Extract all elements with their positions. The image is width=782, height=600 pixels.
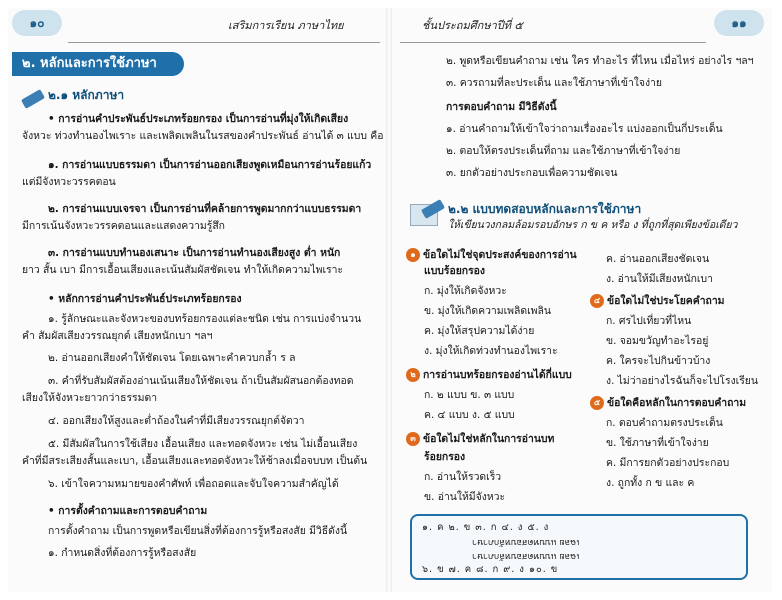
option[interactable]: ค. มุ่งให้สรุปความได้ง่าย	[424, 325, 535, 337]
question	[406, 248, 577, 262]
para-line: จังหวะ ท่วงทำนองไพเราะ และเพลิดเพลินในรสของคำประพันธ์ อ่านได้ ๓ แบบ คือ	[22, 130, 384, 142]
para-line: • การตั้งคำถามและการตอบคำถาม	[48, 505, 208, 517]
question-text: การอ่านบทร้อยกรองอ่านได้กี่แบบ	[423, 369, 572, 381]
para-line: ๒. พูดหรือเขียนคำถาม เช่น ใคร ทำอะไร ที่ไหน เมื่อไหร่ อย่างไร ฯลฯ	[446, 55, 754, 67]
question	[406, 368, 572, 382]
para-line: ๒. ตอบให้ตรงประเด็นที่ถาม และใช้ภาษาที่เข้าใจง่าย	[446, 145, 681, 157]
answer-row: ๖. ข ๗. ค ๘. ก ๙. ง ๑๐. ข	[422, 564, 559, 575]
para-line: ๒. อ่านออกเสียงคำให้ชัดเจน โดยเฉพาะคำควบกล้ำ ร ล	[48, 352, 296, 364]
para-line: ๓. คำที่รับสัมผัสต้องอ่านเน้นเสียงให้ชัดเจน ถ้าเป็นสัมผัสนอกต้องทอด	[48, 375, 354, 387]
right-page-number: ๑๑	[714, 10, 764, 36]
question-number: ๔	[590, 294, 604, 308]
option[interactable]: ง. ถูกทั้ง ก ข และ ค	[606, 477, 695, 489]
option[interactable]: ก. ๒ แบบ ข. ๓ แบบ	[424, 389, 515, 401]
section-band: ๒. หลักและการใช้ภาษา	[12, 52, 184, 76]
subsection-title: ๒.๑ หลักภาษา	[48, 88, 125, 102]
para-line: ๖. เข้าใจความหมายของคำศัพท์ เพื่อถอดและจับใจความสำคัญได้	[48, 478, 339, 490]
para-line: ๑. รู้ลักษณะและจังหวะของบทร้อยกรองแต่ละชนิด เช่น การแบ่งจำนวน	[48, 313, 362, 325]
question-text: ข้อใดคือหลักในการตอบคำถาม	[607, 397, 747, 409]
question-text: ข้อใดไม่ใช่จุดประสงค์ของการอ่าน	[423, 249, 577, 261]
option[interactable]: ค. มีการยกตัวอย่างประกอบ	[606, 457, 730, 469]
header-rule	[400, 42, 706, 43]
para-line: เสียงให้จังหวะยาวกว่าธรรมดา	[22, 392, 158, 404]
para-line: การตอบคำถาม มีวิธีดังนี้	[446, 101, 557, 113]
option[interactable]: ข. อ่านให้มีจังหวะ	[424, 491, 506, 503]
para-line: คำที่มีสระเสียงสั้นและเบา, เอื้อนเสียงและทอดจังหวะให้ช้าลงเมื่อจบบท เป็นต้น	[22, 455, 368, 467]
question	[406, 432, 554, 446]
question	[590, 294, 725, 308]
option[interactable]: ค. ๔ แบบ ง. ๕ แบบ	[424, 409, 515, 421]
right-running-title: ชั้นประถมศึกษาปีที่ ๕	[422, 19, 523, 32]
option[interactable]: ง. ไม่ว่าอย่างไรฉันก็จะไปโรงเรียน	[606, 375, 758, 387]
pencil-icon	[21, 89, 45, 109]
para-line: ยาว สั้น เบา มีการเอื้อนเสียงและเน้นสัมผัสชัดเจน ทำให้เกิดความไพเราะ	[22, 264, 343, 276]
instruction: ให้เขียนวงกลมล้อมรอบอักษร ก ข ค หรือ ง ที่ถูกที่สุดเพียงข้อเดียว	[448, 219, 738, 231]
para-line: • การอ่านคำประพันธ์ประเภทร้อยกรอง เป็นการอ่านที่มุ่งให้เกิดเสียง	[48, 113, 349, 125]
para-line: ๕. มีสัมผัสในการใช้เสียง เอื้อนเสียง และทอดจังหวะ เช่น ไม่เอื้อนเสียง	[48, 438, 358, 450]
left-page-number: ๑๐	[12, 10, 62, 36]
para-line: ๓. ควรถามที่ละประเด็น และใช้ภาษาที่เข้าใจง่าย	[446, 77, 662, 89]
option[interactable]: ข. ใช้ภาษาที่เข้าใจง่าย	[606, 437, 709, 449]
para-line: การตั้งคำถาม เป็นการพูดหรือเขียนสิ่งที่ต้องการรู้หรือสงสัย มีวิธีดังนี้	[48, 525, 348, 537]
answer-label: เฉลย แบบทดสอบหลักภาษา	[472, 551, 580, 561]
option[interactable]: ข. มุ่งให้เกิดความเพลิดเพลิน	[424, 305, 552, 317]
para-line: คำ สัมผัสเสียงวรรณยุกต์ เสียงหนักเบา ฯลฯ	[22, 330, 213, 342]
para-line: ๒. การอ่านแบบเจรจา เป็นการอ่านที่คล้ายการพูดมากกว่าแบบธรรมดา	[48, 203, 362, 215]
question-text: ข้อใดไม่ใช่หลักในการอ่านบท	[423, 433, 555, 445]
question-number: ๒	[406, 368, 420, 382]
question-number: ๓	[406, 432, 420, 446]
right-page	[392, 8, 772, 592]
option[interactable]: ค. อ่านออกเสียงชัดเจน	[606, 253, 710, 265]
header-rule	[68, 42, 380, 43]
left-page	[8, 8, 386, 592]
para-line: ๑. อ่านคำถามให้เข้าใจว่าถามเรื่องอะไร แบ่งออกเป็นกี่ประเด็น	[446, 123, 723, 135]
option[interactable]: ค. ใครจะไปกินข้าวบ้าง	[606, 355, 711, 367]
para-line: ๓. การอ่านแบบทำนองเสนาะ เป็นการอ่านทำนองเสียงสูง ต่ำ หนัก	[48, 247, 341, 259]
subsection-title: ๒.๒ แบบทดสอบหลักและการใช้ภาษา	[448, 202, 642, 216]
option[interactable]: ก. มุ่งให้เกิดจังหวะ	[424, 285, 507, 297]
para-line: • หลักการอ่านคำประพันธ์ประเภทร้อยกรอง	[48, 293, 242, 305]
question	[590, 396, 746, 410]
question-number: ๕	[590, 396, 604, 410]
left-running-title: เสริมการเรียน ภาษาไทย	[228, 19, 344, 32]
para-line: ๓. ยกตัวอย่างประกอบเพื่อความชัดเจน	[446, 167, 618, 179]
question-number: ๑	[406, 248, 420, 262]
option[interactable]: ก. อ่านให้รวดเร็ว	[424, 471, 502, 483]
option[interactable]: ข. จอมขวัญทำอะไรอยู่	[606, 335, 709, 347]
option[interactable]: ง. มุ่งให้เกิดท่วงทำนองไพเราะ	[424, 345, 558, 357]
option[interactable]: ก. ศรไปเที่ยวที่ไหน	[606, 315, 692, 327]
answer-key-box	[410, 514, 748, 580]
para-line: มีการเน้นจังหวะวรรคตอนและแสดงความรู้สึก	[22, 220, 225, 232]
option[interactable]: ก. ตอบคำถามตรงประเด็น	[606, 417, 723, 429]
question-text: ข้อใดไม่ใช่ประโยคคำถาม	[607, 295, 725, 307]
answer-row: ๑. ค ๒. ข ๓. ก ๔. ง ๕. ง	[422, 522, 550, 533]
answer-label: เฉลย แบบทดสอบหลักภาษา	[472, 537, 580, 547]
question-cont: แบบร้อยกรอง	[424, 265, 485, 277]
para-line: ๑. กำหนดสิ่งที่ต้องการรู้หรือสงสัย	[48, 547, 197, 559]
para-line: ๑. การอ่านแบบธรรมดา เป็นการอ่านออกเสียงพูดเหมือนการอ่านร้อยแก้ว	[48, 159, 372, 171]
para-line: ๔. ออกเสียงให้สูงและต่ำถ้องในคำที่มีเสียงวรรณยุกต์จัตวา	[48, 415, 305, 427]
option[interactable]: ง. อ่านให้มีเสียงหนักเบา	[606, 273, 713, 285]
para-line: แต่มีจังหวะวรรคตอน	[22, 176, 116, 188]
question-cont: ร้อยกรอง	[424, 451, 466, 463]
